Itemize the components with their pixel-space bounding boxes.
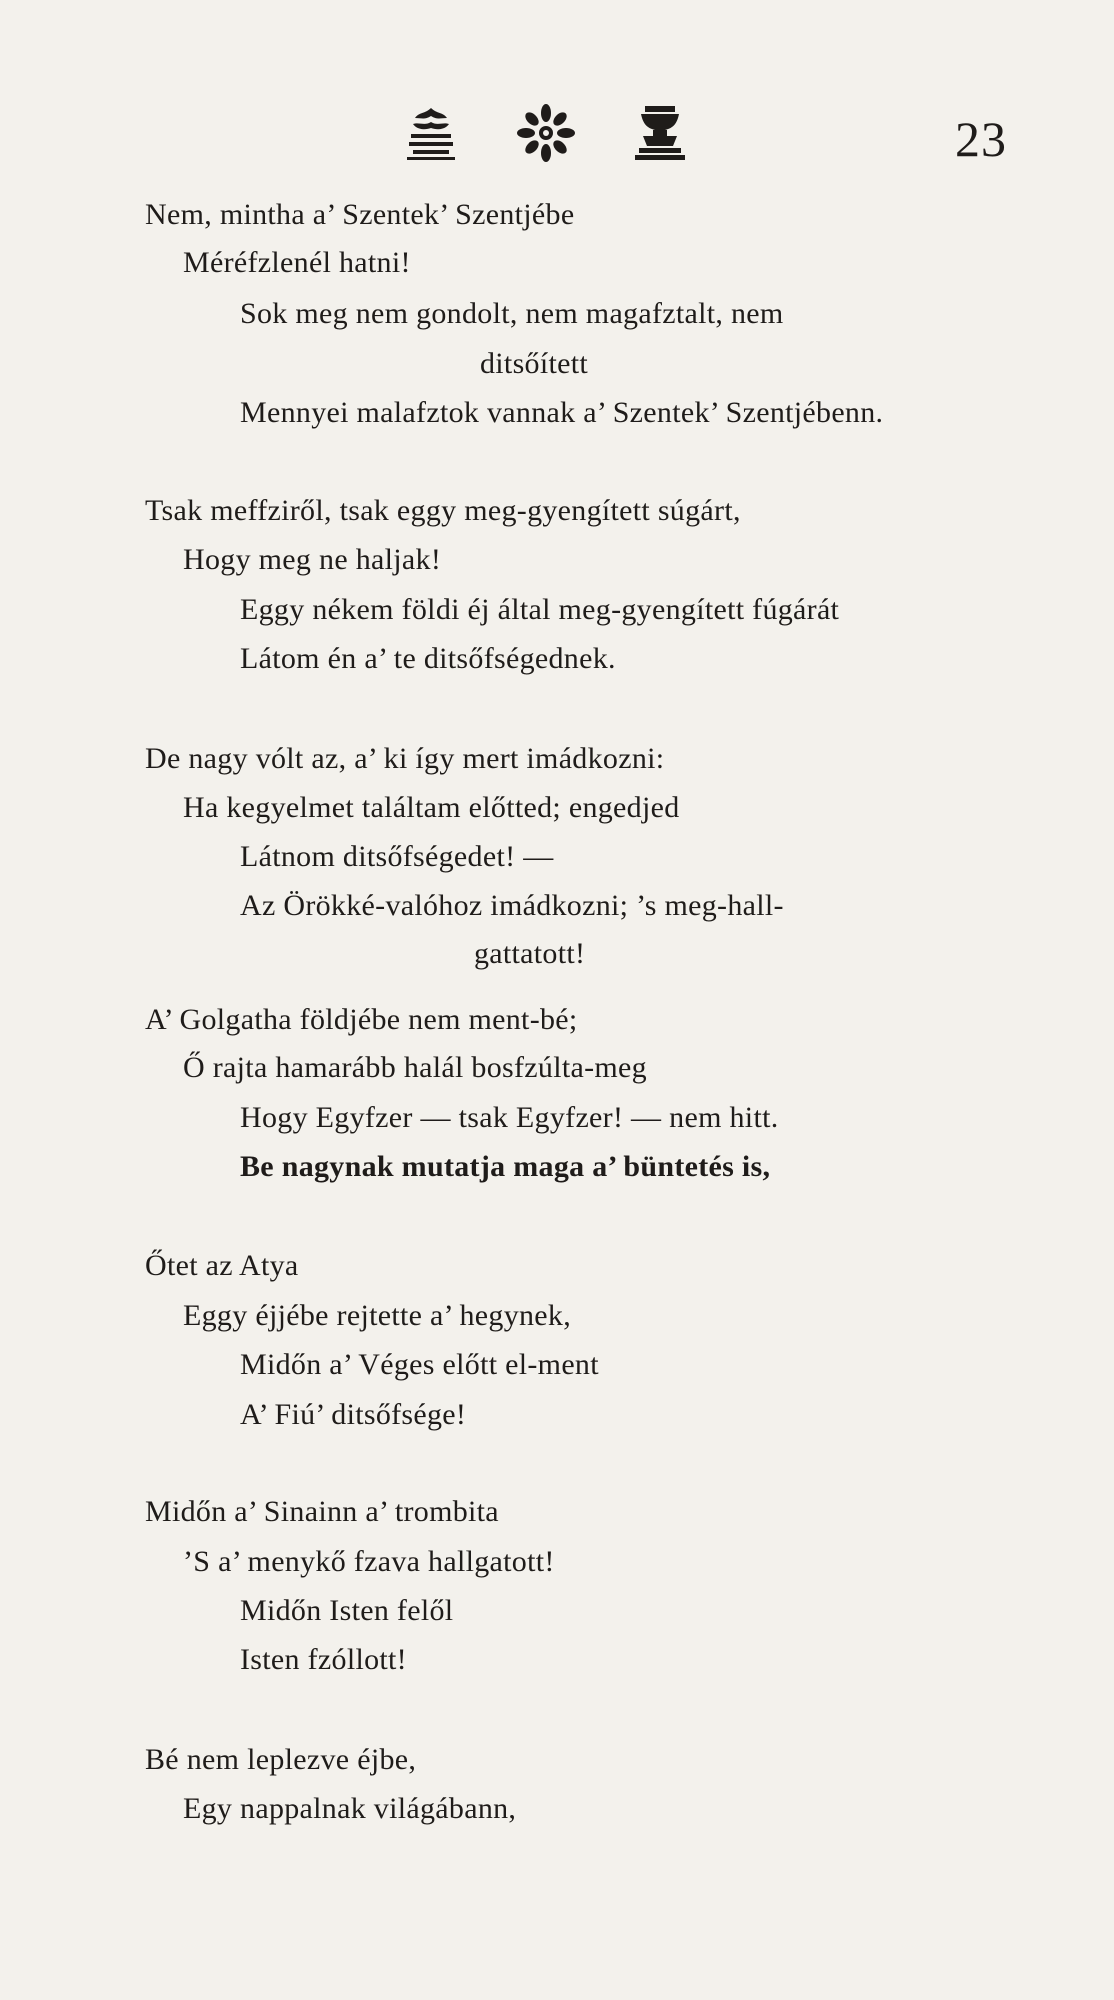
poem-line: Eggy nékem földi éj által meg-gyengített fúgárát	[240, 593, 840, 626]
poem-line: Sok meg nem gondolt, nem magafztalt, nem	[240, 297, 784, 330]
poem-line: Isten fzóllott!	[240, 1643, 407, 1676]
poem-line: Hogy Egyfzer — tsak Egyfzer! — nem hitt.	[240, 1101, 779, 1134]
floral-urn-icon	[405, 104, 457, 162]
poem-line: Midőn a’ Sinainn a’ trombita	[145, 1495, 499, 1528]
poem-line: Tsak meffziről, tsak eggy meg-gyengített súgárt,	[145, 494, 741, 527]
poem-line: Midőn a’ Véges előtt el-ment	[240, 1348, 599, 1381]
poem-line-continuation: gattatott!	[474, 937, 586, 970]
poem-line: Őtet az Atya	[145, 1249, 299, 1282]
poem-line: Mennyei malafztok vannak a’ Szentek’ Szentjébenn.	[240, 396, 884, 429]
poem-line-continuation: ditsőített	[480, 347, 588, 380]
poem-line: Be nagynak mutatja maga a’ büntetés is,	[240, 1150, 771, 1183]
poem-line: A’ Golgatha földjébe nem ment-bé;	[145, 1003, 578, 1036]
poem-line: A’ Fiú’ ditsőfsége!	[240, 1398, 467, 1431]
poem-line: Látom én a’ te ditsőfségednek.	[240, 642, 616, 675]
poem-line: Midőn Isten felől	[240, 1594, 454, 1627]
poem-line: Az Örökké-valóhoz imádkozni; ’s meg-hall-	[240, 889, 784, 922]
poem-line: De nagy vólt az, a’ ki így mert imádkozni:	[145, 742, 665, 775]
rosette-icon	[517, 104, 575, 162]
poem-line: Bé nem leplezve éjbe,	[145, 1743, 417, 1776]
poem-line: Egy nappalnak világábann,	[183, 1792, 517, 1825]
poem-line: Látnom ditsőfségedet! —	[240, 840, 554, 873]
page-number: 23	[955, 111, 1007, 167]
urn-icon	[635, 104, 685, 162]
poem-line: Ő rajta hamarább halál bosfzúlta-meg	[183, 1051, 647, 1084]
header-ornament	[405, 98, 685, 168]
poem-line: ’S a’ menykő fzava hallgatott!	[183, 1545, 555, 1578]
poem-line: Méréfzlenél hatni!	[183, 246, 411, 279]
poem-line: Eggy éjjébe rejtette a’ hegynek,	[183, 1299, 572, 1332]
poem-line: Ha kegyelmet találtam előtted; engedjed	[183, 791, 680, 824]
poem-line: Hogy meg ne haljak!	[183, 543, 442, 576]
poem-line: Nem, mintha a’ Szentek’ Szentjébe	[145, 198, 575, 231]
